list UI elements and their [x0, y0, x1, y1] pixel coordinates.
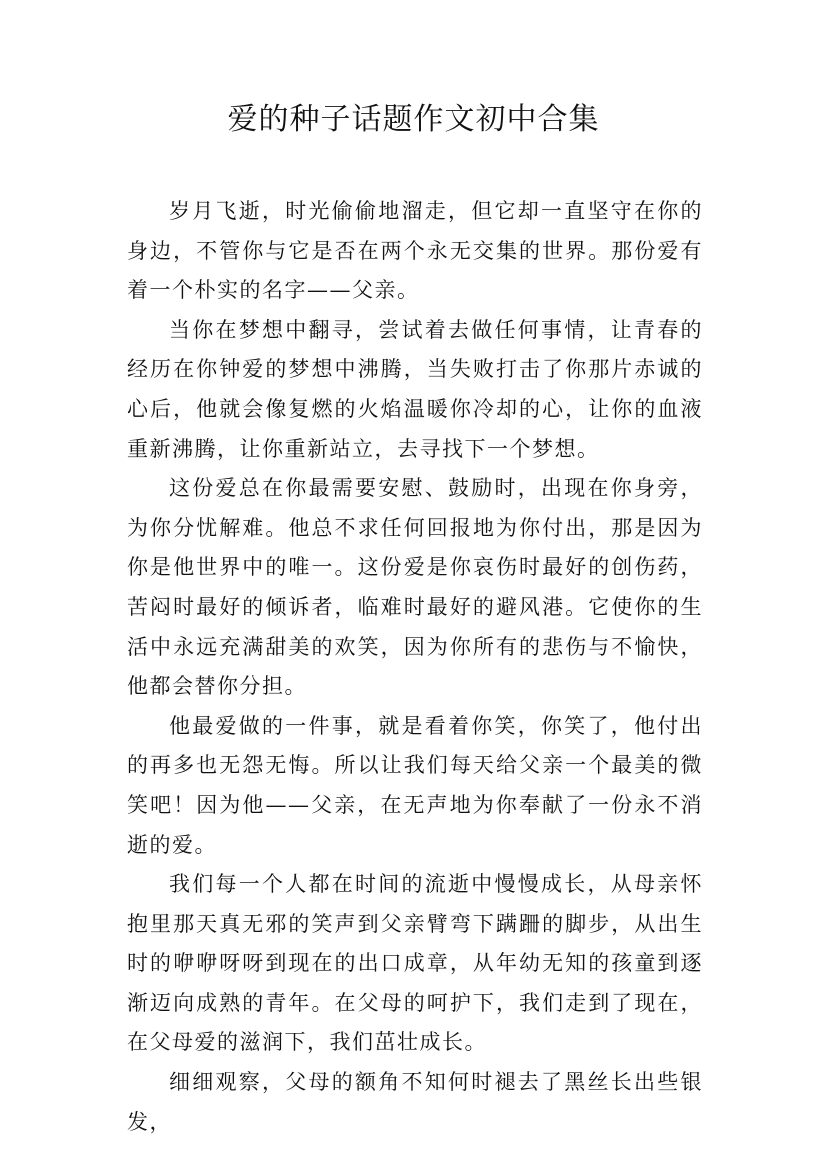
document-title: 爱的种子话题作文初中合集: [227, 102, 600, 137]
paragraph: 他最爱做的一件事，就是看着你笑，你笑了，他付出的再多也无怨无悔。所以让我们每天给父亲一个最美的微笑吧！因为他——父亲，在无声地为你奉献了一份永不消逝的爱。: [127, 713, 703, 857]
paragraph: 我们每一个人都在时间的流逝中慢慢成长，从母亲怀抱里那天真无邪的笑声到父亲臂弯下蹒跚的脚步，从出生时的咿咿呀呀到现在的出口成章，从年幼无知的孩童到逐渐迈向成熟的青年。在父母的呵护下，我们走到了现在，在父母爱的滋润下，我们茁壮成长。: [127, 872, 703, 1055]
document-body: [127, 192, 703, 1142]
paragraph: 这份爱总在你最需要安慰、鼓励时，出现在你身旁，为你分忧解难。他总不求任何回报地为你付出，那是因为你是他世界中的唯一。这份爱是你哀伤时最好的创伤药，苦闷时最好的倾诉者，临难时最好的避风港。它使你的生活中永远充满甜美的欢笑，因为你所有的悲伤与不愉快，他都会替你分担。: [127, 476, 703, 699]
paragraph: 细细观察，父母的额角不知何时褪去了黑丝长出些银发，: [127, 1070, 703, 1134]
paragraph: 岁月飞逝，时光偷偷地溜走，但它却一直坚守在你的身边，不管你与它是否在两个永无交集的世界。那份爱有着一个朴实的名字——父亲。: [127, 199, 703, 303]
paragraph: 当你在梦想中翻寻，尝试着去做任何事情，让青春的经历在你钟爱的梦想中沸腾，当失败打击了你那片赤诚的心后，他就会像复燃的火焰温暖你冷却的心，让你的血液重新沸腾，让你重新站立，去寻找下一个梦想。: [127, 317, 703, 461]
